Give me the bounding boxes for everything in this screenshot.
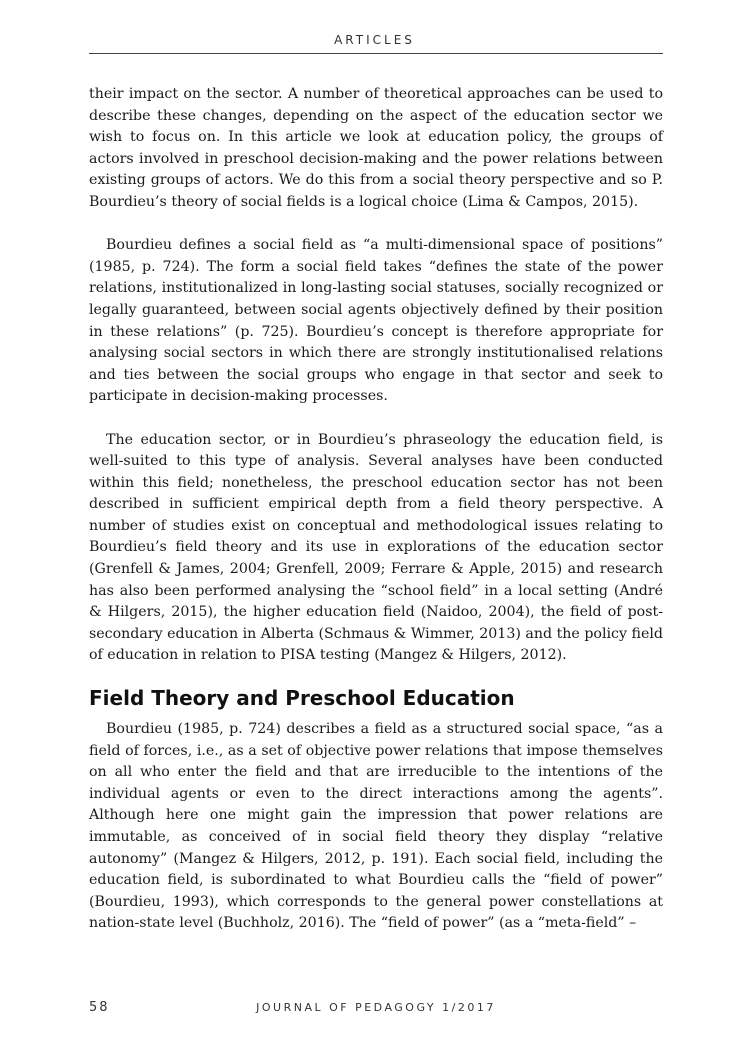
journal-name: JOURNAL OF PEDAGOGY 1/2017	[256, 1001, 496, 1014]
paragraph-3: The education sector, or in Bourdieu’s phraseology the education field, is well-suited to this type of analysis. Several analyses have been conducted within this field; nonetheless, the preschool education sector has not been described in sufficient empirical depth from a field theory perspective. A number of studies exist on conceptual and methodological issues relating to Bourdieu’s field theory and its use in explorations of the education sector (Grenfell & James, 2004; Grenfell, 2009; Ferrare & Apple, 2015) and research has also been performed analysing the “school field” in a local setting (André & Hilgers, 2015), the higher education field (Naidoo, 2004), the field of post-secondary education in Alberta (Schmaus & Wimmer, 2013) and the policy field of education in relation to PISA testing (Mangez & Hilgers, 2012).	[89, 431, 663, 664]
header-rule	[89, 53, 663, 54]
paragraph-4: Bourdieu (1985, p. 724) describes a field as a structured social space, “as a field of forces, i.e., as a set of objective power relations that impose themselves on all who enter the field and that are irreducible to the intentions of the individual agents or even to the direct interactions among the agents”. Although here one might gain the impression that power relations are immutable, as conceived of in social field theory they display “relative autonomy” (Mangez & Hilgers, 2012, p. 191). Each social field, including the education field, is subordinated to what Bourdieu calls the “field of power” (Bourdieu, 1993), which corresponds to the general power constellations at nation-state level (Buchholz, 2016). The “field of power” (as a “meta-field” –	[89, 721, 663, 932]
paragraph-2: Bourdieu defines a social field as “a multi-dimensional space of positions” (1985, p. 724). The form a social field takes “defines the state of the power relations, institutionalized in long-lasting social statuses, socially recognized or legally guaranteed, between social agents objectively defined by their position in these relations” (p. 725). Bourdieu’s concept is therefore appropriate for analysing social sectors in which there are strongly institutionalised relations and ties between the social groups who engage in that sector and seek to participate in decision-making processes.	[89, 237, 663, 405]
paragraph-1: their impact on the sector. A number of theoretical approaches can be used to describe these changes, depending on the aspect of the education sector we wish to focus on. In this article we look at education policy, the groups of actors involved in preschool decision-making and the power relations between existing groups of actors. We do this from a social theory perspective and so P. Bourdieu’s theory of social fields is a logical choice (Lima & Campos, 2015).	[89, 86, 663, 210]
page-number: 58	[89, 1000, 110, 1015]
running-head: ARTICLES	[334, 33, 415, 47]
section-heading: Field Theory and Preschool Education	[89, 686, 515, 711]
article-body	[89, 84, 663, 935]
